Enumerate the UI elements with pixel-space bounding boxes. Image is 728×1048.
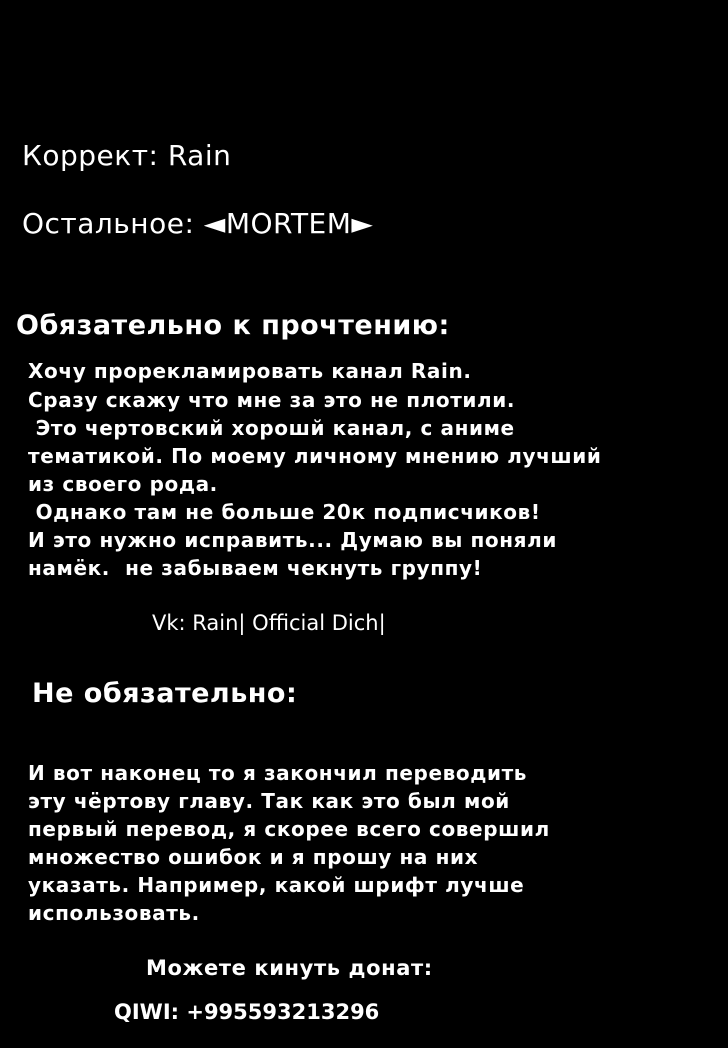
must-read-heading: Обязательно к прочтению: (16, 310, 450, 341)
donate-label: Можете кинуть донат: (146, 956, 433, 980)
qiwi-wallet-number: QIWI: +995593213296 (114, 1000, 380, 1024)
must-read-line: Сразу скажу что мне за это не плотили. (28, 388, 516, 412)
must-read-line: намёк. не забываем чекнуть группу! (28, 556, 483, 580)
vk-group-reference: Vk: Rain| Official Dich| (152, 611, 386, 635)
optional-line: эту чёртову главу. Так как это был мой (28, 789, 510, 813)
optional-line: указать. Например, какой шрифт лучше (28, 873, 525, 897)
credit-correction: Коррект: Rain (22, 139, 232, 172)
optional-line: использовать. (28, 901, 200, 925)
optional-line: И вот наконец то я закончил переводить (28, 761, 528, 785)
must-read-line: Это чертовский хорошй канал, с аниме (28, 416, 515, 440)
optional-heading: Не обязательно: (32, 678, 298, 709)
must-read-line: тематикой. По моему личному мнению лучший (28, 444, 602, 468)
optional-line: множество ошибок и я прошу на них (28, 845, 479, 869)
optional-line: первый перевод, я скорее всего совершил (28, 817, 550, 841)
credit-other: Остальное: ◄MORTEM► (22, 207, 374, 240)
must-read-line: Хочу прорекламировать канал Rain. (28, 359, 472, 383)
must-read-line: из своего рода. (28, 472, 218, 496)
must-read-line: Однако там не больше 20к подписчиков! (28, 500, 541, 524)
must-read-line: И это нужно исправить... Думаю вы поняли (28, 528, 557, 552)
